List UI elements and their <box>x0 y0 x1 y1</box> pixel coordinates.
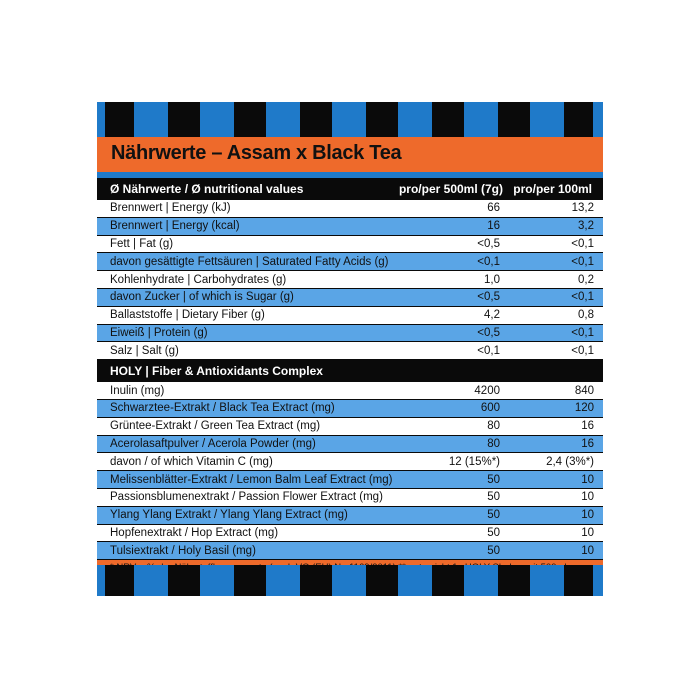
row-value-100ml: 10 <box>581 473 594 486</box>
checker-square <box>134 565 168 596</box>
table-row <box>97 200 603 218</box>
checker-square <box>464 102 498 137</box>
row-label: Ylang Ylang Extrakt / Ylang Ylang Extract (mg) <box>110 509 348 522</box>
row-value-500ml: 50 <box>487 473 500 486</box>
table-row <box>97 342 603 360</box>
row-value-100ml: 3,2 <box>578 220 594 233</box>
row-value-100ml: 10 <box>581 526 594 539</box>
table-row <box>97 400 603 418</box>
row-value-100ml: <0,1 <box>571 344 594 357</box>
row-value-100ml: 13,2 <box>571 202 594 215</box>
checker-square <box>432 102 464 137</box>
row-value-500ml: 66 <box>487 202 500 215</box>
table-row <box>97 471 603 489</box>
checker-square <box>234 102 266 137</box>
table-row <box>97 271 603 289</box>
table-row <box>97 436 603 454</box>
row-label: davon / of which Vitamin C (mg) <box>110 455 273 468</box>
row-label: Melissenblätter-Extrakt / Lemon Balm Leaf Extract (mg) <box>110 473 393 486</box>
row-label: Hopfenextrakt / Hop Extract (mg) <box>110 526 279 539</box>
table-row <box>97 307 603 325</box>
row-value-500ml: 16 <box>487 220 500 233</box>
nutrition-label-panel <box>97 102 603 596</box>
checker-square <box>97 565 105 596</box>
checker-square <box>266 565 300 596</box>
row-value-500ml: <0,1 <box>477 344 500 357</box>
row-value-100ml: 840 <box>574 384 594 397</box>
table-header <box>97 178 603 200</box>
row-value-500ml: <0,5 <box>477 291 500 304</box>
checker-square <box>366 102 398 137</box>
checker-square <box>266 102 300 137</box>
row-value-100ml: 10 <box>581 491 594 504</box>
row-value-500ml: 50 <box>487 509 500 522</box>
header-col-500ml: pro/per 500ml (7g) <box>398 182 503 196</box>
row-label: Passionsblumenextrakt / Passion Flower Extract (mg) <box>110 491 383 504</box>
checker-square <box>168 102 200 137</box>
row-value-500ml: 4200 <box>474 384 500 397</box>
checker-border-bottom <box>97 565 603 596</box>
row-value-500ml: <0,1 <box>477 255 500 268</box>
row-value-500ml: <0,5 <box>477 326 500 339</box>
row-value-500ml: <0,5 <box>477 237 500 250</box>
checker-square <box>332 102 366 137</box>
row-value-100ml: 2,4 (3%*) <box>546 455 594 468</box>
row-value-100ml: <0,1 <box>571 255 594 268</box>
checker-square <box>564 565 593 596</box>
checker-square <box>200 565 234 596</box>
row-label: Salz | Salt (g) <box>110 344 179 357</box>
checker-square <box>593 565 603 596</box>
row-label: davon gesättigte Fettsäuren | Saturated Fatty Acids (g) <box>110 255 389 268</box>
checker-square <box>530 565 564 596</box>
table-row <box>97 218 603 236</box>
row-value-100ml: 120 <box>574 402 594 415</box>
title-bar <box>97 137 603 172</box>
checker-square <box>134 102 168 137</box>
row-label: Acerolasaftpulver / Acerola Powder (mg) <box>110 437 316 450</box>
row-value-500ml: 600 <box>480 402 500 415</box>
row-value-100ml: 10 <box>581 509 594 522</box>
checker-border-top <box>97 102 603 137</box>
checker-square <box>300 102 332 137</box>
checker-square <box>564 102 593 137</box>
checker-square <box>398 102 432 137</box>
nutrition-table <box>97 178 603 587</box>
table-row <box>97 236 603 254</box>
row-value-100ml: <0,1 <box>571 291 594 304</box>
table-row <box>97 253 603 271</box>
row-label: Eiweiß | Protein (g) <box>110 326 208 339</box>
checker-square <box>366 565 398 596</box>
row-value-500ml: 1,0 <box>484 273 500 286</box>
row-label: Fett | Fat (g) <box>110 237 174 250</box>
row-value-100ml: 0,8 <box>578 309 594 322</box>
row-value-100ml: <0,1 <box>571 237 594 250</box>
row-label: Grüntee-Extrakt / Green Tea Extract (mg) <box>110 420 321 433</box>
row-value-100ml: <0,1 <box>571 326 594 339</box>
row-label: davon Zucker | of which is Sugar (g) <box>110 291 294 304</box>
complex-rows <box>97 382 603 560</box>
checker-square <box>105 565 134 596</box>
row-value-100ml: 16 <box>581 420 594 433</box>
table-row <box>97 542 603 560</box>
checker-square <box>234 565 266 596</box>
row-value-500ml: 80 <box>487 437 500 450</box>
checker-square <box>398 565 432 596</box>
checker-square <box>464 565 498 596</box>
row-value-500ml: 50 <box>487 526 500 539</box>
checker-square <box>593 102 603 137</box>
row-label: Schwarztee-Extrakt / Black Tea Extract (mg) <box>110 402 335 415</box>
table-row <box>97 489 603 507</box>
row-label: Tulsiextrakt / Holy Basil (mg) <box>110 544 256 557</box>
row-label: Brennwert | Energy (kJ) <box>110 202 231 215</box>
row-value-500ml: 4,2 <box>484 309 500 322</box>
row-label: Kohlenhydrate | Carbohydrates (g) <box>110 273 287 286</box>
checker-square <box>300 565 332 596</box>
checker-square <box>105 102 134 137</box>
checker-square <box>332 565 366 596</box>
row-label: Inulin (mg) <box>110 384 165 397</box>
page-title: Nährwerte – Assam x Black Tea <box>111 142 402 164</box>
checker-square <box>530 102 564 137</box>
table-row <box>97 525 603 543</box>
checker-square <box>168 565 200 596</box>
table-row <box>97 382 603 400</box>
table-row <box>97 453 603 471</box>
row-label: Brennwert | Energy (kcal) <box>110 220 240 233</box>
row-value-500ml: 12 (15%*) <box>448 455 500 468</box>
header-col-100ml: pro/per 100ml <box>513 182 592 196</box>
row-value-500ml: 50 <box>487 491 500 504</box>
checker-square <box>432 565 464 596</box>
checker-square <box>498 102 530 137</box>
row-value-100ml: 16 <box>581 437 594 450</box>
header-label: Ø Nährwerte / Ø nutritional values <box>110 182 304 196</box>
table-row <box>97 507 603 525</box>
row-value-100ml: 0,2 <box>578 273 594 286</box>
table-row <box>97 289 603 307</box>
row-value-100ml: 10 <box>581 544 594 557</box>
row-label: Ballaststoffe | Dietary Fiber (g) <box>110 309 265 322</box>
checker-square <box>97 102 105 137</box>
row-value-500ml: 80 <box>487 420 500 433</box>
checker-square <box>498 565 530 596</box>
section-header <box>97 360 603 382</box>
table-row <box>97 418 603 436</box>
nutrition-rows <box>97 200 603 360</box>
row-value-500ml: 50 <box>487 544 500 557</box>
table-row <box>97 325 603 343</box>
section-label: HOLY | Fiber & Antioxidants Complex <box>110 364 323 379</box>
checker-square <box>200 102 234 137</box>
